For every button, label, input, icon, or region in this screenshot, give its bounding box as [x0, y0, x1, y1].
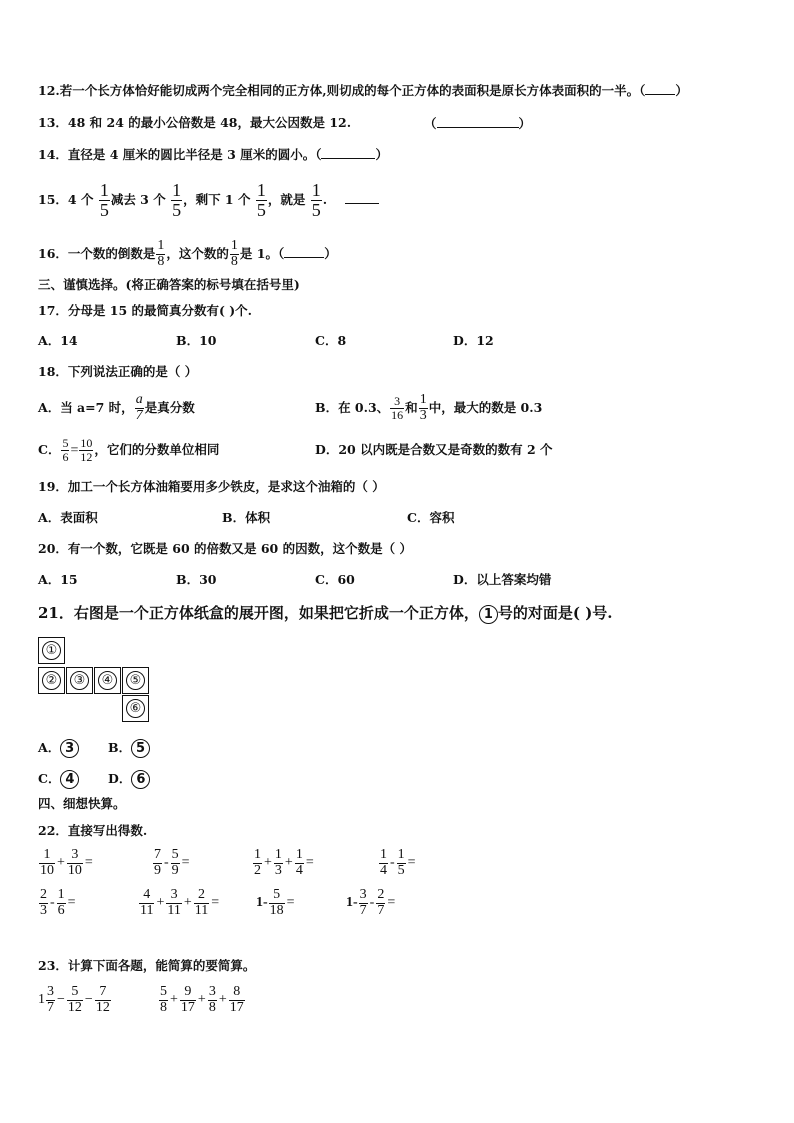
answer-blank[interactable] [284, 245, 324, 258]
option-a[interactable]: A．表面积 [38, 510, 98, 525]
number-circle: 5 [131, 739, 150, 758]
fraction: $\frac{1}{3}$ [419, 392, 427, 423]
calc-expression: $\frac{5}{8}$ + $\frac{9}{17}$ + $\frac{3}{8}$ + $\frac{8}{17}$ [160, 984, 244, 1015]
calc-expression: $\frac{1}{2}$ + $\frac{1}{3}$ + $\frac{1}{4}$ = [254, 847, 314, 878]
question-16: 16．一个数的倒数是 $\frac{1}{8}$ ，这个数的 $\frac{1}{8}$ 是 1。（ ） [38, 238, 337, 269]
question-18: 18．下列说法正确的是（ ） [38, 364, 198, 379]
option-c[interactable]: C．8 [315, 333, 347, 348]
cube-net-figure [38, 637, 153, 723]
answer-blank[interactable] [437, 115, 519, 128]
fraction: $\frac{a}{7}$ [135, 392, 143, 423]
option-d[interactable]: D． 6 [108, 769, 150, 789]
fraction: $\frac{1}{5}$ [99, 180, 109, 220]
question-13-text: 13．48 和 24 的最小公倍数是 48，最大公因数是 12. [38, 115, 352, 130]
option-d[interactable]: D．20 以内既是合数又是奇数的数有 2 个 [315, 442, 553, 457]
calc-expression: 1- $\frac{3}{7}$ - $\frac{2}{7}$ = [346, 887, 396, 918]
question-14: 14．直径是 4 厘米的圆比半径是 3 厘米的圆小。（ ） [38, 147, 388, 162]
net-face-4: ④ [94, 667, 121, 694]
question-15: 15．4 个 $\frac{1}{5}$ 减去 3 个 $\frac{1}{5}$ ，剩下 1 个 $\frac{1}{5}$ ，就是 $\frac{1}{5}$ . [38, 180, 379, 220]
answer-blank[interactable] [321, 146, 375, 159]
fraction: $\frac{3}{16}$ [391, 394, 404, 422]
net-face-3: ③ [66, 667, 93, 694]
option-a[interactable]: A． 3 [38, 738, 79, 758]
section-3-heading: 三、谨慎选择。(将正确答案的标号填在括号里) [38, 277, 300, 292]
fraction: $\frac{1}{8}$ [230, 238, 238, 269]
option-d[interactable]: D．以上答案均错 [453, 572, 552, 587]
answer-blank[interactable] [345, 191, 379, 204]
net-face-1: ① [38, 637, 65, 664]
net-face-2: ② [38, 667, 65, 694]
number-circle: 4 [60, 770, 79, 789]
option-c[interactable]: C． 4 [38, 769, 79, 789]
option-b[interactable]: B．体积 [222, 510, 271, 525]
option-a[interactable]: A．14 [38, 333, 78, 348]
fraction: $\frac{5}{6}$ [62, 436, 69, 464]
question-13-answer: （ ） [424, 116, 532, 131]
question-12: 12.若一个长方体恰好能切成两个完全相同的正方体,则切成的每个正方体的表面积是原长方体表面积的一半。（ ） [38, 83, 688, 98]
number-circle: 6 [131, 770, 150, 789]
option-b[interactable]: B．在 0.3、 $\frac{3}{16}$ 和 $\frac{1}{3}$ 中，最大的数是 0.3 [315, 392, 543, 423]
option-b[interactable]: B． 5 [108, 738, 150, 758]
net-face-5: ⑤ [122, 667, 149, 694]
calc-expression: $\frac{4}{11}$ + $\frac{3}{11}$ + $\frac{2}{11}$ = [140, 887, 220, 918]
section-4-heading: 四、细想快算。 [38, 796, 126, 811]
question-12-text: 12.若一个长方体恰好能切成两个完全相同的正方体,则切成的每个正方体的表面积是原长方体表面积的一半。（ [38, 83, 646, 98]
option-c[interactable]: C．60 [315, 572, 355, 587]
option-c[interactable]: C． $\frac{5}{6}$ = $\frac{10}{12}$ ，它们的分数单位相同 [38, 436, 220, 464]
question-21: 21．右图是一个正方体纸盒的展开图，如果把它折成一个正方体， 1 号的对面是( )号. [38, 604, 613, 622]
fraction: $\frac{1}{8}$ [157, 238, 165, 269]
option-a[interactable]: A．当 a=7 时， $\frac{a}{7}$ 是真分数 [38, 392, 195, 423]
calc-expression: $\frac{1}{10}$ + $\frac{3}{10}$ = [40, 847, 93, 878]
fraction: $\frac{10}{12}$ [80, 436, 93, 464]
question-23: 23．计算下面各题，能简算的要简算。 [38, 958, 256, 973]
fraction: $\frac{1}{5}$ [311, 180, 321, 220]
calc-expression: 1- $\frac{5}{18}$ = [256, 887, 295, 918]
question-13 [38, 115, 351, 131]
option-d[interactable]: D．12 [453, 333, 494, 348]
calc-expression: 1 $\frac{3}{7}$ − $\frac{5}{12}$ − $\frac{7}{12}$ [38, 984, 110, 1015]
net-face-6: ⑥ [122, 695, 149, 722]
option-c[interactable]: C．容积 [407, 510, 455, 525]
fraction: $\frac{1}{5}$ [172, 180, 182, 220]
fraction: $\frac{1}{5}$ [256, 180, 266, 220]
question-22: 22．直接写出得数. [38, 823, 148, 838]
answer-blank[interactable] [645, 82, 675, 95]
number-circle: 1 [479, 605, 498, 624]
number-circle: 3 [60, 739, 79, 758]
question-20: 20．有一个数，它既是 60 的倍数又是 60 的因数，这个数是（ ） [38, 541, 412, 556]
calc-expression: $\frac{1}{4}$ - $\frac{1}{5}$ = [380, 847, 416, 878]
option-b[interactable]: B．10 [176, 333, 217, 348]
question-14-text: 14．直径是 4 厘米的圆比半径是 3 厘米的圆小。（ [38, 147, 322, 162]
question-17: 17．分母是 15 的最简真分数有( )个. [38, 303, 253, 318]
question-19: 19．加工一个长方体油箱要用多少铁皮，是求这个油箱的（ ） [38, 479, 385, 494]
option-a[interactable]: A．15 [38, 572, 78, 587]
calc-expression: $\frac{7}{9}$ - $\frac{5}{9}$ = [154, 847, 190, 878]
option-b[interactable]: B．30 [176, 572, 217, 587]
calc-expression: $\frac{2}{3}$ - $\frac{1}{6}$ = [40, 887, 76, 918]
